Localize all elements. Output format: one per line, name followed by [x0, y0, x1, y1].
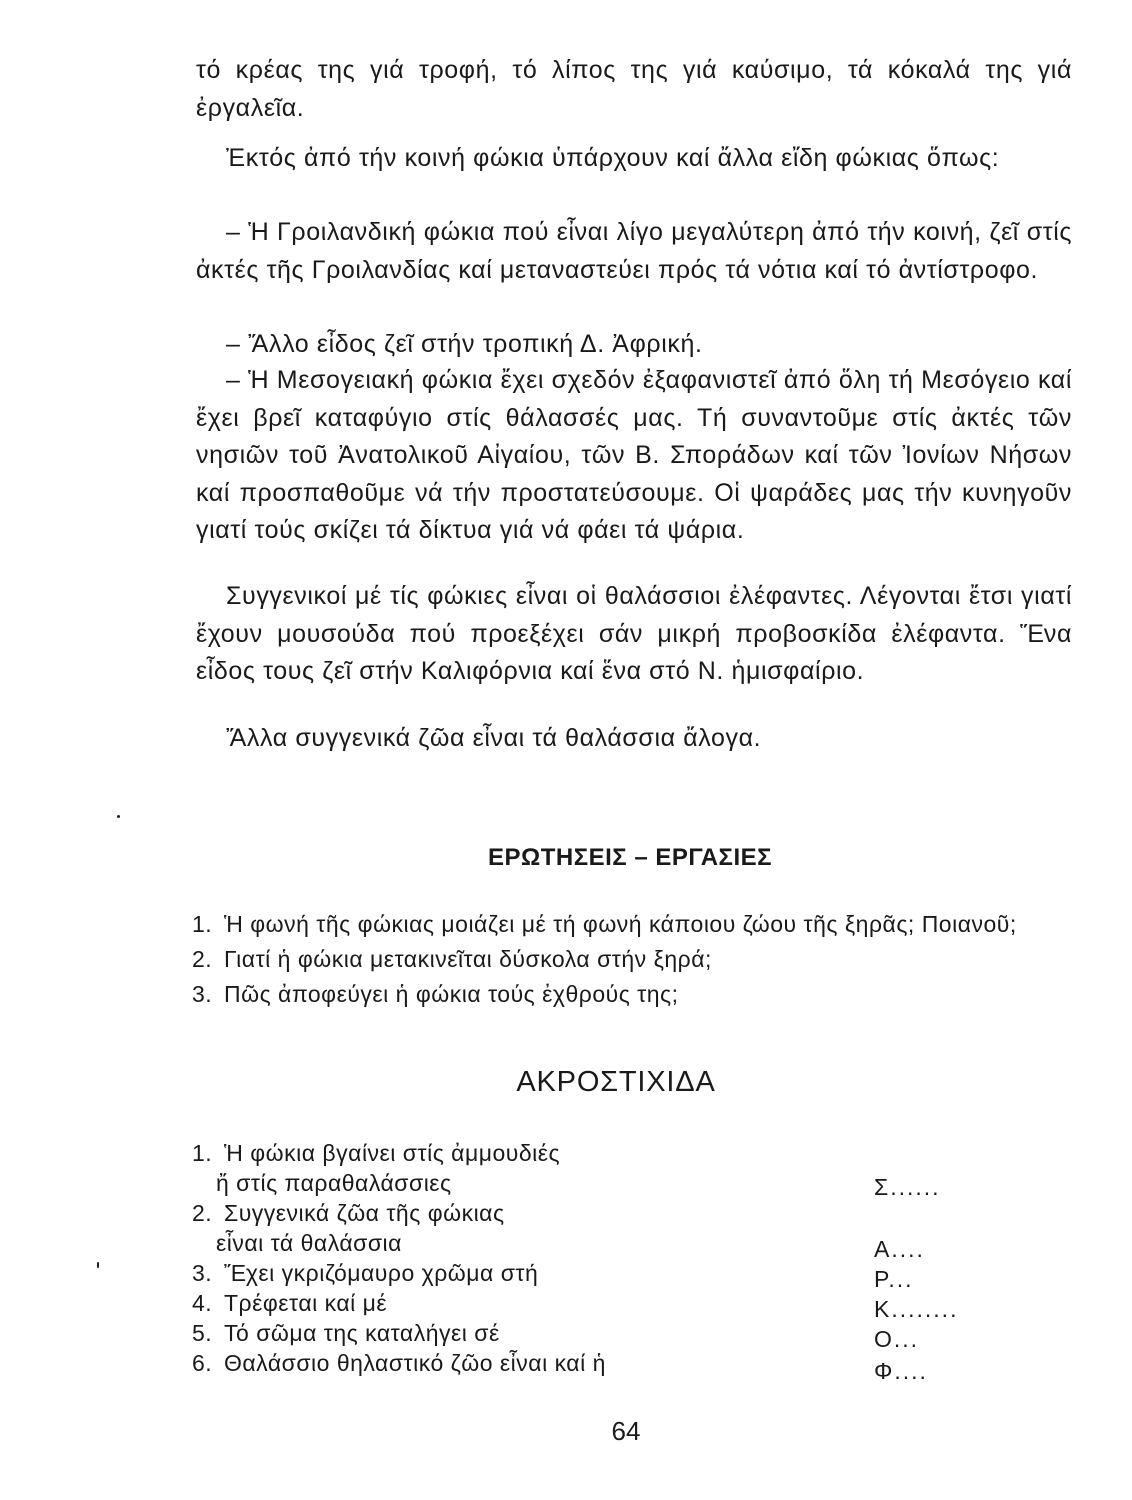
acrostic-answer-blank: Α....: [874, 1236, 925, 1262]
paragraph-6: Συγγενικοί μέ τίς φώκιες εἶναι οἱ θαλάσσιοι ἐλέφαντες. Λέγονται ἔτσι γιατί ἔχουν μουσούδα πού προεξέχει σάν μικρή προβοσκίδα ἐλέφαντα. Ἕνα εἶδος τους ζεῖ στήν Καλιφόρνια καί ἕνα στό Ν. ἡμισφαίριο.: [196, 582, 1072, 686]
paragraph-3: – Ἡ Γροιλανδική φώκια πού εἶναι λίγο μεγαλύτερη ἀπό τήν κοινή, ζεῖ στίς ἀκτές τῆς Γροιλανδίας καί μεταναστεύει πρός τά νότια καί τό ἀντίστροφο.: [196, 218, 1072, 284]
acrostic-item-1: [192, 1140, 560, 1167]
acrostic-item-4: [192, 1290, 387, 1317]
acrostic-clue: Ἔχει γκριζόμαυρο χρῶμα στή: [224, 1260, 539, 1286]
acrostic-number: 5.: [192, 1320, 213, 1346]
acrostic-answer-blank: Σ......: [874, 1174, 941, 1200]
paragraph-5: – Ἡ Μεσογειακή φώκια ἔχει σχεδόν ἐξαφανιστεῖ ἀπό ὅλη τή Μεσόγειο καί ἔχει βρεῖ καταφύγιο στίς θάλασσές μας. Τή συναντοῦμε στίς ἀκτές τῶν νησιῶν τοῦ Ἀνατολικοῦ Αἰγαίου, τῶν Β. Σποράδων καί τῶν Ἰονίων Νήσων καί προσπαθοῦμε νά τήν προστατεύσουμε. Οἱ ψαράδες μας τήν κυνηγοῦν γιατί τούς σκίζει τά δίκτυα γιά νά φάει τά ψάρια.: [196, 366, 1072, 545]
acrostic-answer-blank: Κ........: [874, 1296, 959, 1322]
paragraph-1: τό κρέας της γιά τροφή, τό λίπος της γιά καύσιμο, τά κόκαλά της γιά ἐργαλεῖα.: [196, 56, 1072, 122]
acrostic-answer-blank: Φ....: [874, 1358, 928, 1384]
acrostic-clue: Τό σῶμα της καταλήγει σέ: [224, 1320, 500, 1346]
acrostic-clue: Ἡ φώκια βγαίνει στίς ἀμμουδιές: [224, 1140, 561, 1166]
acrostic-answer-blank: Ο...: [874, 1326, 920, 1352]
acrostic-clue: Συγγενικά ζῶα τῆς φώκιας: [224, 1200, 505, 1226]
acrostic-number: 6.: [192, 1350, 213, 1376]
acrostic-answer-blank: Ρ...: [874, 1266, 914, 1292]
acrostic-clue-continued: εἶναι τά θαλάσσια: [216, 1230, 402, 1256]
acrostic-heading: ΑΚΡΟΣΤΙΧΙΔΑ: [516, 1066, 716, 1098]
paragraph-2: Ἐκτός ἀπό τήν κοινή φώκια ὑπάρχουν καί ἄλλα εἴδη φώκιας ὅπως:: [226, 144, 1000, 172]
acrostic-number: 1.: [192, 1140, 213, 1166]
acrostic-item-3: [192, 1260, 538, 1287]
acrostic-item-2: [192, 1200, 505, 1227]
question-text: Γιατί ἡ φώκια μετακινεῖται δύσκολα στήν ξηρά;: [224, 946, 712, 972]
question-item: [192, 945, 1082, 974]
questions-list: [192, 910, 1082, 1009]
question-number: 2.: [192, 946, 213, 972]
question-number: 1.: [192, 911, 213, 937]
question-text: Ἡ φωνή τῆς φώκιας μοιάζει μέ τή φωνή κάποιου ζώου τῆς ξηρᾶς; Ποιανοῦ;: [224, 911, 1017, 937]
question-item: [192, 910, 1082, 939]
acrostic-clue-continued: ἤ στίς παραθαλάσσιες: [216, 1170, 452, 1196]
acrostic-number: 2.: [192, 1200, 213, 1226]
questions-heading: ΕΡΩΤΗΣΕΙΣ – ΕΡΓΑΣΙΕΣ: [487, 844, 773, 871]
question-number: 3.: [192, 981, 213, 1007]
acrostic-item-6: [192, 1350, 606, 1377]
paragraph-4: – Ἄλλο εἶδος ζεῖ στήν τροπική Δ. Ἀφρική.: [226, 330, 703, 358]
question-item: [192, 980, 1082, 1009]
question-text: Πῶς ἀποφεύγει ἡ φώκια τούς ἐχθρούς της;: [224, 981, 679, 1007]
acrostic-clue: Τρέφεται καί μέ: [224, 1290, 388, 1316]
scan-speck: [97, 1262, 99, 1268]
acrostic-number: 3.: [192, 1260, 213, 1286]
acrostic-item-5: [192, 1320, 500, 1347]
acrostic-number: 4.: [192, 1290, 213, 1316]
acrostic-clue: Θαλάσσιο θηλαστικό ζῶο εἶναι καί ἡ: [224, 1350, 606, 1376]
paragraph-7: Ἄλλα συγγενικά ζῶα εἶναι τά θαλάσσια ἄλογα.: [226, 724, 762, 752]
scan-speck: [117, 815, 120, 818]
page-number: 64: [611, 1416, 641, 1446]
